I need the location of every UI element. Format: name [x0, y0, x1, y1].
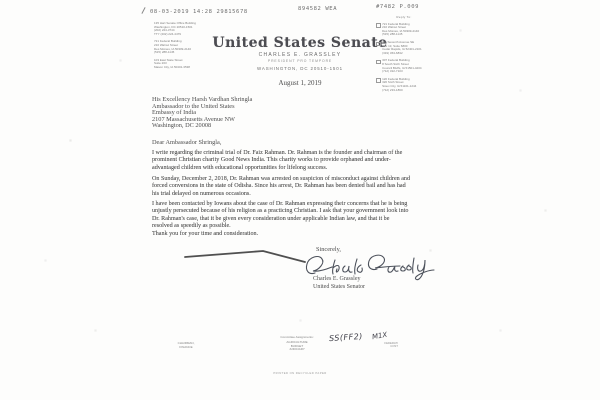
- office-line: TTY (202) 224-4479: [154, 31, 181, 36]
- office-line: 210 Walnut Street: [154, 42, 178, 47]
- checkbox-icon: [376, 60, 381, 65]
- office-line: Box 13, Suite 6800: [382, 43, 408, 48]
- body-line: I have been contacted by Iowans about the case of Dr. Rahman expressing their concerns that he is being: [152, 201, 408, 207]
- committee-label: Committee Assignments:: [280, 335, 314, 339]
- office-line: Cedar Rapids, IA 52401-2101: [382, 47, 422, 52]
- office-line: (712) 233-1860: [382, 87, 403, 92]
- office-line: (712) 322-7103: [382, 69, 403, 74]
- recipient-line: His Excellency Harsh Vardhan Shringla: [152, 96, 253, 103]
- office-line: 320 Sixth Street: [382, 80, 404, 85]
- office-line: 307 Federal Building: [382, 58, 410, 63]
- thanks-line: [152, 231, 434, 238]
- chairman-block: [165, 342, 207, 350]
- stamp-text: [372, 342, 398, 348]
- office-line: Mason City, IA 50401-3538: [154, 64, 190, 69]
- office-line: Council Bluffs, IA 51501-4204: [382, 65, 422, 70]
- committee-assignments: [260, 336, 334, 352]
- body-line: On Sunday, December 2, 2018, Dr. Rahman was arrested on suspicion of misconduct against children and: [152, 176, 411, 182]
- senator-name: CHARLES E. GRASSLEY: [258, 52, 342, 58]
- office-line: Des Moines, IA 50309-2140: [382, 28, 420, 33]
- recipient-line: Washington, DC 20008: [152, 122, 212, 130]
- fax-header-left: 08-03-2019 14:28 29815678: [150, 9, 248, 15]
- signer-name: Charles E. Grassley: [313, 276, 361, 282]
- body-paragraph: [152, 150, 434, 172]
- body-line: I write regarding the criminal trial of Dr. Faiz Rahman. Dr. Rahman is the founder and chairman of the: [152, 150, 403, 156]
- closing: Sincerely,: [316, 246, 341, 253]
- pen-stroke-mark: [180, 247, 310, 267]
- fax-header-center: 894582 WEA: [298, 6, 338, 12]
- handwritten-note-2: M1X: [371, 330, 388, 342]
- office-line: Des Moines, IA 50309-2140: [154, 46, 192, 51]
- office-line: 8 South Sixth Street: [382, 61, 409, 66]
- recipient-line: 2107 Massachusetts Avenue NW: [152, 115, 235, 123]
- office-line: 111 Seventh Avenue SE: [382, 39, 415, 44]
- stamp-line: FEDERATI: [384, 341, 398, 345]
- office-line: Sioux City, IA 51101-1244: [382, 83, 417, 88]
- body-line: resolved as speedily as possible.: [152, 222, 231, 229]
- letter-date: August 1, 2019: [278, 79, 322, 87]
- senator-role: PRESIDENT PRO TEMPORE: [267, 58, 333, 63]
- office-line: Washington, DC 20510-1501: [154, 24, 193, 29]
- stamp-line: COST: [390, 344, 398, 349]
- chairman-line: FINANCE: [179, 344, 193, 349]
- office-line: 120 Federal Building: [382, 76, 410, 81]
- office-block: [376, 59, 432, 73]
- office-line: 721 Federal Building: [382, 21, 410, 26]
- committee-item: BUDGET: [290, 343, 304, 348]
- handwritten-note-1: SS(FF2): [328, 331, 364, 344]
- body-paragraph: [152, 176, 434, 198]
- committee-item: AGRICULTURE: [286, 339, 308, 344]
- salutation: Dear Ambassador Shringla,: [152, 139, 222, 146]
- office-line: (202) 224-3744: [154, 28, 175, 33]
- letterhead-title: United States Senate: [212, 35, 388, 51]
- checkbox-icon: [376, 42, 381, 47]
- body-line: Dr. Rahman's case, that it be given every consideration under applicable Indian law, and that it be: [152, 215, 390, 222]
- office-line: (319) 363-6832: [382, 50, 403, 55]
- checkbox-icon: [376, 23, 381, 28]
- senate-address: WASHINGTON, DC 20510-1501: [257, 65, 343, 71]
- office-line: (515) 288-1145: [154, 50, 175, 55]
- fax-header-right: #7482 P.009: [376, 4, 420, 10]
- pen-tick-mark: [141, 7, 145, 14]
- office-block: [154, 22, 232, 36]
- office-line: 135 Hart Senate Office Building: [154, 21, 196, 25]
- office-block: [376, 23, 432, 37]
- body-line: prominent Christian charity Good News India. This charity works to provide orphaned and under-: [152, 157, 391, 164]
- body-line: unjustly persecuted because of his religion as a practicing Christian. I ask that your government look into: [152, 208, 409, 215]
- recipient-address: [152, 97, 252, 130]
- chairman-line: CHAIRMAN,: [177, 341, 195, 345]
- office-line: (515) 288-1145: [382, 32, 403, 37]
- office-line: 721 Federal Building: [154, 39, 182, 44]
- office-block: [154, 59, 232, 70]
- office-line: 103 East State Street: [154, 57, 183, 62]
- office-line: Suite 203: [154, 61, 167, 66]
- recipient-line: Ambassador to the United States: [152, 102, 235, 110]
- recycled-note: PRINTED ON RECYCLED PAPER: [273, 371, 327, 375]
- office-block: [154, 40, 232, 54]
- letterhead-left-column: [154, 22, 232, 74]
- office-line: 210 Walnut Street: [382, 25, 406, 30]
- body-line: forced conversions in the state of Odisha. Since his arrest, Dr. Rahman has been denied bail and has had: [152, 183, 406, 190]
- body-line: his trial delayed on numerous occasions.: [152, 190, 251, 197]
- body-paragraph: [152, 201, 434, 230]
- body-line: Thank you for your time and consideration.: [152, 231, 259, 237]
- body-line: advantaged children with educational opportunities for lifelong success.: [152, 164, 328, 171]
- office-block: [376, 41, 432, 55]
- recipient-line: Embassy of India: [152, 109, 197, 117]
- signer-title: United States Senator: [313, 284, 365, 290]
- reply-to-label: Reply To:: [396, 15, 412, 19]
- committee-item: JUDICIARY: [289, 347, 305, 352]
- scan-noise-specks: [0, 0, 1, 1]
